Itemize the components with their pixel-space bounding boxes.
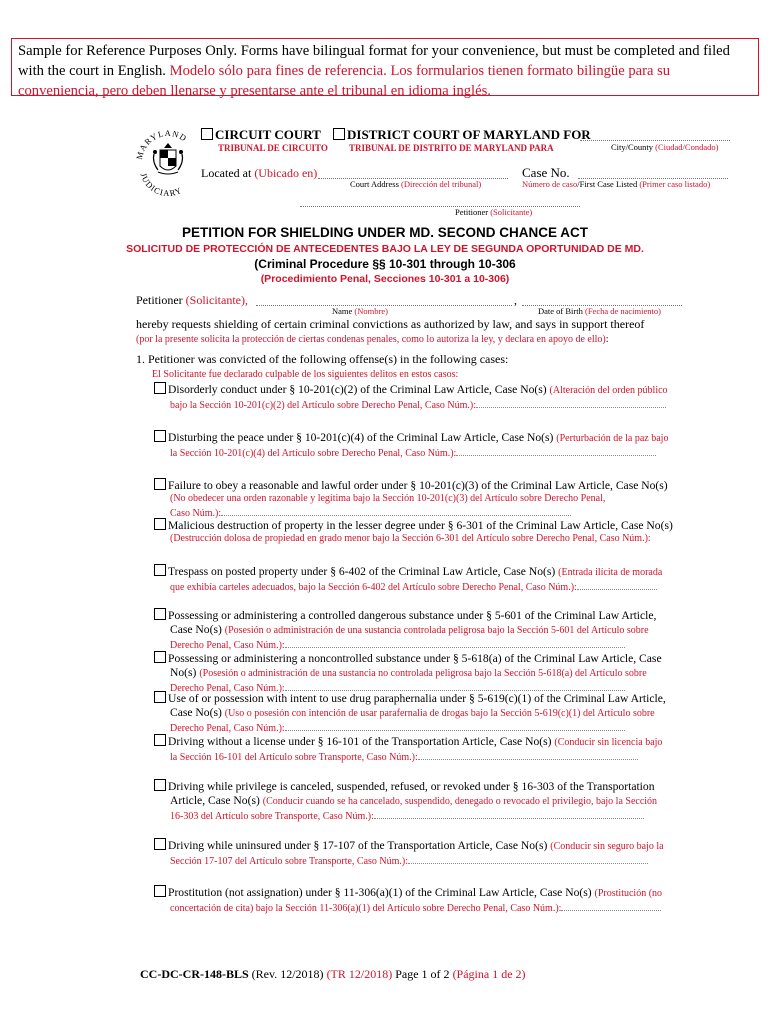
section-1-heading: 1. Petitioner was convicted of the following offense(s) in the following cases: xyxy=(136,352,509,366)
section-1-heading-es: El Solicitante fue declarado culpable de los siguientes delitos en estos casos: xyxy=(152,369,459,380)
district-court-label: DISTRICT COURT OF MARYLAND FOR xyxy=(347,127,591,142)
offense-item: Failure to obey a reasonable and lawful order under § 10-201(c)(3) of the Criminal Law Article, Case No(s) (No obedecer una orden razonable y legítima bajo la Sección 10-201(c)(3) del Artículo sobre Derecho Penal, Caso Núm.): xyxy=(154,478,724,520)
city-county-caption: City/County (Ciudad/Condado) xyxy=(611,142,719,152)
located-at-label: Located at (Ubicado en) xyxy=(201,166,318,180)
disclaimer-english: Sample for Reference Purposes Only. Forms have bilingual format for your convenience, but must be completed and filed with the court in English. xyxy=(18,43,730,79)
case-no-caption: Número de caso/First Case Listed (Primer caso listado) xyxy=(522,179,711,189)
disclaimer-spanish: Modelo sólo para fines de referencia. Los formularios tienen formato bilingüe para su conveniencia, pero deben llenarse y presentarse ante el tribunal en idioma inglés. xyxy=(18,63,671,99)
case-no-field[interactable] xyxy=(476,398,666,408)
offense-checkbox-malicious-destruction[interactable] xyxy=(154,518,166,530)
form-revision: (Rev. 12/2018) xyxy=(251,967,324,981)
reference-disclaimer xyxy=(11,38,759,99)
offense-checkbox-uninsured[interactable] xyxy=(154,838,166,850)
request-statement: hereby requests shielding of certain criminal convictions as authorized by law, and says in support thereof xyxy=(136,317,645,331)
offense-item: Driving without a license under § 16-101 of the Transportation Article, Case No(s) (Conducir sin licencia bajo la Sección 16-101 del Artículo sobre Transporte, Caso Núm.): xyxy=(154,734,724,764)
offense-checkbox-prostitution[interactable] xyxy=(154,885,166,897)
form-footer xyxy=(140,967,526,981)
offense-checkbox-disturbing-peace[interactable] xyxy=(154,430,166,442)
city-county-field[interactable] xyxy=(580,139,730,141)
case-no-field[interactable] xyxy=(221,506,571,516)
case-no-field[interactable] xyxy=(285,681,625,691)
case-no-field[interactable] xyxy=(561,901,661,911)
offense-checkbox-disorderly[interactable] xyxy=(154,382,166,394)
case-no-field[interactable] xyxy=(456,446,656,456)
offense-item: Trespass on posted property under § 6-402 of the Criminal Law Article, Case No(s) (Entrada ilícita de morada que exhibía carteles adecuados, bajo la Sección 6-402 del Artículo sobre Derecho Penal, Caso Núm.): xyxy=(154,564,724,594)
form-title: PETITION FOR SHIELDING UNDER MD. SECOND CHANCE ACT xyxy=(181,225,588,240)
offense-checkbox-suspended-license[interactable] xyxy=(154,779,166,791)
request-statement-es: (por la presente solicita la protección de ciertas condenas penales, como lo autoriza la ley, y declara en apoyo de ello): xyxy=(136,334,609,345)
offense-item: Driving while uninsured under § 17-107 of the Transportation Article, Case No(s) (Conducir sin seguro bajo la Sección 17-107 del Artículo sobre Transporte, Caso Núm.): xyxy=(154,838,724,868)
form-subtitle: (Criminal Procedure §§ 10-301 through 10-306 xyxy=(254,257,516,271)
svg-text:JUDICIARY: JUDICIARY xyxy=(138,171,184,199)
court-address-caption: Court Address (Dirección del tribunal) xyxy=(350,179,482,189)
offense-item: Use of or possession with intent to use drug paraphernalia under § 5-619(c)(1) of the Criminal Law Article, Case No(s) (Uso o posesión con intención de usar parafernalia de drogas bajo la Sección 5-619(c)(1) del Artículo sobre Derecho Penal, Caso Núm.): xyxy=(154,691,724,735)
form-subtitle-es: (Procedimiento Penal, Secciones 10-301 a 10-306) xyxy=(260,273,510,285)
circuit-court-label-es: TRIBUNAL DE CIRCUITO xyxy=(218,143,328,153)
judiciary-seal-logo xyxy=(136,126,200,200)
district-court-checkbox[interactable] xyxy=(333,128,345,140)
offense-item: Prostitution (not assignation) under § 11-306(a)(1) of the Criminal Law Article, Case No(s) (Prostitución (no concertación de cita) bajo la Sección 11-306(a)(1) del Artículo sobre Derecho Penal, Caso Núm.): xyxy=(154,885,724,915)
page-number-es: (Página 1 de 2) xyxy=(452,967,526,981)
offense-checkbox-paraphernalia[interactable] xyxy=(154,691,166,703)
offense-checkbox-no-license[interactable] xyxy=(154,734,166,746)
district-court-option[interactable] xyxy=(333,127,591,142)
petitioner-header-caption: Petitioner (Solicitante) xyxy=(455,207,533,217)
offense-item: Disorderly conduct under § 10-201(c)(2) of the Criminal Law Article, Case No(s) (Alteración del orden público bajo la Sección 10-201(c)(2) del Artículo sobre Derecho Penal, Caso Núm.): xyxy=(154,382,724,412)
petitioner-header-field[interactable] xyxy=(300,205,580,207)
case-no-field[interactable] xyxy=(285,721,625,731)
svg-text:MARYLAND: ARYLAND xyxy=(137,127,190,153)
page-number: Page 1 of 2 xyxy=(395,967,450,981)
case-no-label: Case No. xyxy=(522,165,570,180)
case-no-field[interactable] xyxy=(408,854,648,864)
offense-item: Possessing or administering a noncontrolled substance under § 5-618(a) of the Criminal Law Article, Case No(s) (Posesión o administración de una sustancia no controlada peligrosa bajo la Sección 5-618(a) del Artículo sobre Derecho Penal, Caso Núm.): xyxy=(154,651,724,695)
case-no-field[interactable] xyxy=(577,580,657,590)
petitioner-dob-caption: Date of Birth (Fecha de nacimiento) xyxy=(538,306,661,316)
offense-item: Possessing or administering a controlled dangerous substance under § 5-601 of the Criminal Law Article, Case No(s) (Posesión o administración de una sustancia controlada peligrosa bajo la Sección 5-601 del Artículo sobre Derecho Penal, Caso Núm.): xyxy=(154,608,724,652)
circuit-court-checkbox[interactable] xyxy=(201,128,213,140)
offense-checkbox-noncontrolled-possession[interactable] xyxy=(154,651,166,663)
petitioner-comma: , xyxy=(514,293,517,307)
form-translation-revision: (TR 12/2018) xyxy=(326,967,393,981)
circuit-court-label: CIRCUIT COURT xyxy=(215,127,321,142)
offense-checkbox-failure-to-obey[interactable] xyxy=(154,478,166,490)
case-no-field[interactable] xyxy=(374,809,644,819)
case-no-field[interactable] xyxy=(418,750,638,760)
form-title-es: SOLICITUD DE PROTECCIÓN DE ANTECEDENTES BAJO LA LEY DE SEGUNDA OPORTUNIDAD DE MD. xyxy=(126,243,644,255)
offense-es: (Alteración del orden público xyxy=(549,385,668,396)
circuit-court-option[interactable] xyxy=(201,127,321,142)
offense-checkbox-cds-possession[interactable] xyxy=(154,608,166,620)
district-court-label-es: TRIBUNAL DE DISTRITO DE MARYLAND PARA xyxy=(349,143,554,153)
offense-item: Disturbing the peace under § 10-201(c)(4) of the Criminal Law Article, Case No(s) (Perturbación de la paz bajo la Sección 10-201(c)(4) del Artículo sobre Derecho Penal, Caso Núm.): xyxy=(154,430,724,460)
petitioner-label: Petitioner (Solicitante), xyxy=(136,293,248,307)
offense-item: Driving while privilege is canceled, suspended, refused, or revoked under § 16-303 of the Transportation Article, Case No(s) (Conducir cuando se ha cancelado, suspendido, denegado o revocado el privilegio, bajo la Sección 16-303 del Artículo sobre Transporte, Caso Núm.): xyxy=(154,779,724,823)
case-no-field[interactable] xyxy=(285,638,625,648)
petitioner-name-caption: Name (Nombre) xyxy=(332,306,388,316)
offense-item: Malicious destruction of property in the lesser degree under § 6-301 of the Criminal Law Article, Case No(s) (Destrucción dolosa de propiedad en grado menor bajo la Sección 6-301 del Artículo sobre Derecho Penal, Caso Núm.): xyxy=(154,518,724,546)
offense-checkbox-trespass[interactable] xyxy=(154,564,166,576)
form-id: CC-DC-CR-148-BLS xyxy=(140,967,249,981)
